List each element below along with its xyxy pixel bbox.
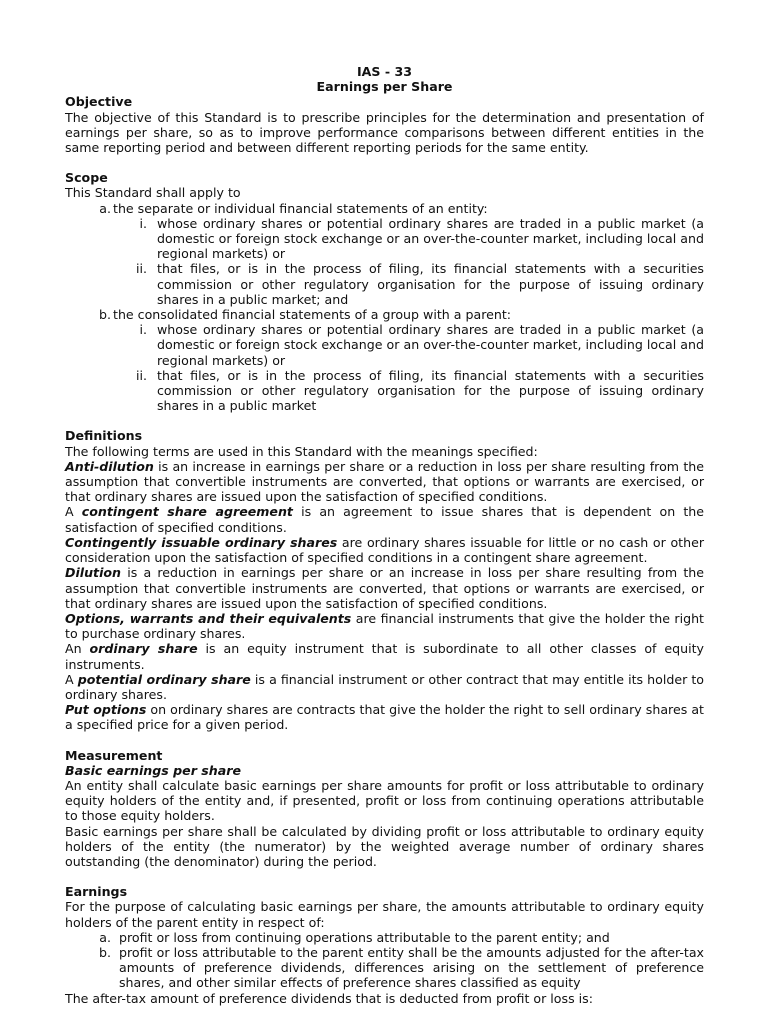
definition-contingently-issuable: Contingently issuable ordinary shares are ordinary shares issuable for little or no cash or other consideration upon the satisfaction of specified conditions in a contingent share agreement. xyxy=(65,534,704,566)
definition-potential-ordinary-share: A potential ordinary share is a financial instrument or other contract that may entitle its holder to ordinary shares. xyxy=(65,671,705,702)
definition-term: Anti-dilution xyxy=(65,458,154,474)
list-marker: b. xyxy=(99,307,111,323)
earnings-heading: Earnings xyxy=(65,884,128,900)
document-subtitle: Earnings per Share xyxy=(316,79,453,95)
earnings-closing: The after-tax amount of preference dividends that is deducted from profit or loss is: xyxy=(65,990,593,1006)
earnings-item-b xyxy=(65,945,704,991)
scope-item-text: the separate or individual financial statements of an entity: xyxy=(113,200,488,216)
scope-item-a xyxy=(65,201,704,216)
scope-intro: This Standard shall apply to xyxy=(65,185,241,201)
list-marker: i. xyxy=(139,215,147,231)
objective-heading: Objective xyxy=(65,94,133,110)
definition-term: Dilution xyxy=(65,565,122,581)
scope-item-a-i xyxy=(65,216,704,262)
definition-term: Options, warrants and their equivalents xyxy=(65,610,352,626)
list-marker: i. xyxy=(139,322,147,338)
definition-anti-dilution: Anti-dilution is an increase in earnings per share or a reduction in loss per share resulting from the assumption that convertible instruments are converted, that options or warrants are exercised, or that ordinary shares are issued upon the satisfaction of specified conditions. xyxy=(65,458,704,505)
objective-text: The objective of this Standard is to prescribe principles for the determination and presentation of earnings per share, so as to improve performance comparisons between different entities in the same reporting period and between different reporting periods for the same entity. xyxy=(65,109,704,156)
scope-item-b-i xyxy=(65,322,704,368)
definition-term: ordinary share xyxy=(89,641,198,657)
measurement-heading: Measurement xyxy=(65,747,163,763)
earnings-intro: For the purpose of calculating basic earnings per share, the amounts attributable to ordinary equity holders of the parent entity in respect of: xyxy=(65,899,704,930)
definition-contingent-share-agreement: A contingent share agreement is an agreement to issue shares that is dependent on the satisfaction of specified conditions. xyxy=(65,504,705,535)
definitions-intro: The following terms are used in this Standard with the meanings specified: xyxy=(65,443,538,459)
scope-subitem-text: whose ordinary shares or potential ordinary shares are traded in a public market (a domestic or foreign stock exchange or an over-the-counter market, including local and regional markets) or xyxy=(157,322,704,368)
definition-dilution: Dilution is a reduction in earnings per share or an increase in loss per share resulting from the assumption that convertible instruments are converted, that options or warrants are exercised, or that ordinary shares are issued upon the satisfaction of specified conditions. xyxy=(65,565,704,611)
earnings-item-text: profit or loss from continuing operations attributable to the parent entity; and xyxy=(119,929,610,945)
list-marker: b. xyxy=(99,944,111,960)
earnings-item-a xyxy=(65,930,704,945)
definition-term: contingent share agreement xyxy=(81,504,293,520)
list-marker: a. xyxy=(99,200,111,216)
scope-item-b xyxy=(65,307,704,322)
measurement-paragraph-2: Basic earnings per share shall be calculated by dividing profit or loss attributable to ordinary equity holders of the entity (the numerator) by the weighted average number of ordinary shares outstanding (the denominator) during the period. xyxy=(65,823,704,869)
scope-item-b-ii xyxy=(65,368,704,414)
scope-item-text: the consolidated financial statements of a group with a parent: xyxy=(113,307,512,323)
measurement-subheading: Basic earnings per share xyxy=(65,762,242,778)
list-marker: ii. xyxy=(135,261,147,277)
definitions-heading: Definitions xyxy=(65,428,143,444)
measurement-paragraph-1: An entity shall calculate basic earnings per share amounts for profit or loss attributable to ordinary equity holders of the entity and, if presented, profit or loss from continuing operations attributable to those equity holders. xyxy=(65,777,704,824)
document-title: IAS - 33 xyxy=(356,64,413,79)
definition-options-warrants: Options, warrants and their equivalents are financial instruments that give the holder the right to purchase ordinary shares. xyxy=(65,610,704,642)
scope-heading: Scope xyxy=(65,170,108,186)
definition-term: potential ordinary share xyxy=(77,671,251,687)
list-marker: a. xyxy=(99,929,111,945)
list-marker: ii. xyxy=(135,367,147,383)
definition-term: Put options xyxy=(65,702,147,718)
scope-subitem-text: that files, or is in the process of filing, its financial statements with a securities commission or other regulatory organisation for the purpose of issuing ordinary shares in a public market; and xyxy=(157,261,704,307)
document-page xyxy=(65,64,704,1006)
scope-subitem-text: whose ordinary shares or potential ordinary shares are traded in a public market (a domestic or foreign stock exchange or an over-the-counter market, including local and regional markets) or xyxy=(157,215,704,262)
scope-item-a-ii xyxy=(65,261,704,307)
definition-put-options: Put options on ordinary shares are contracts that give the holder the right to sell ordinary shares at a specified price for a given period. xyxy=(65,702,704,733)
scope-subitem-text: that files, or is in the process of filing, its financial statements with a securities commission or other regulatory organisation for the purpose of issuing ordinary shares in a public market xyxy=(157,367,704,414)
definition-ordinary-share: An ordinary share is an equity instrument that is subordinate to all other classes of equity instruments. xyxy=(65,641,704,672)
definition-term: Contingently issuable ordinary shares xyxy=(65,534,338,550)
earnings-item-text: profit or loss attributable to the parent entity shall be the amounts adjusted for the after-tax amounts of preference dividends, differences arising on the settlement of preference shares, and other similar effects of preference shares classified as equity xyxy=(119,944,704,991)
